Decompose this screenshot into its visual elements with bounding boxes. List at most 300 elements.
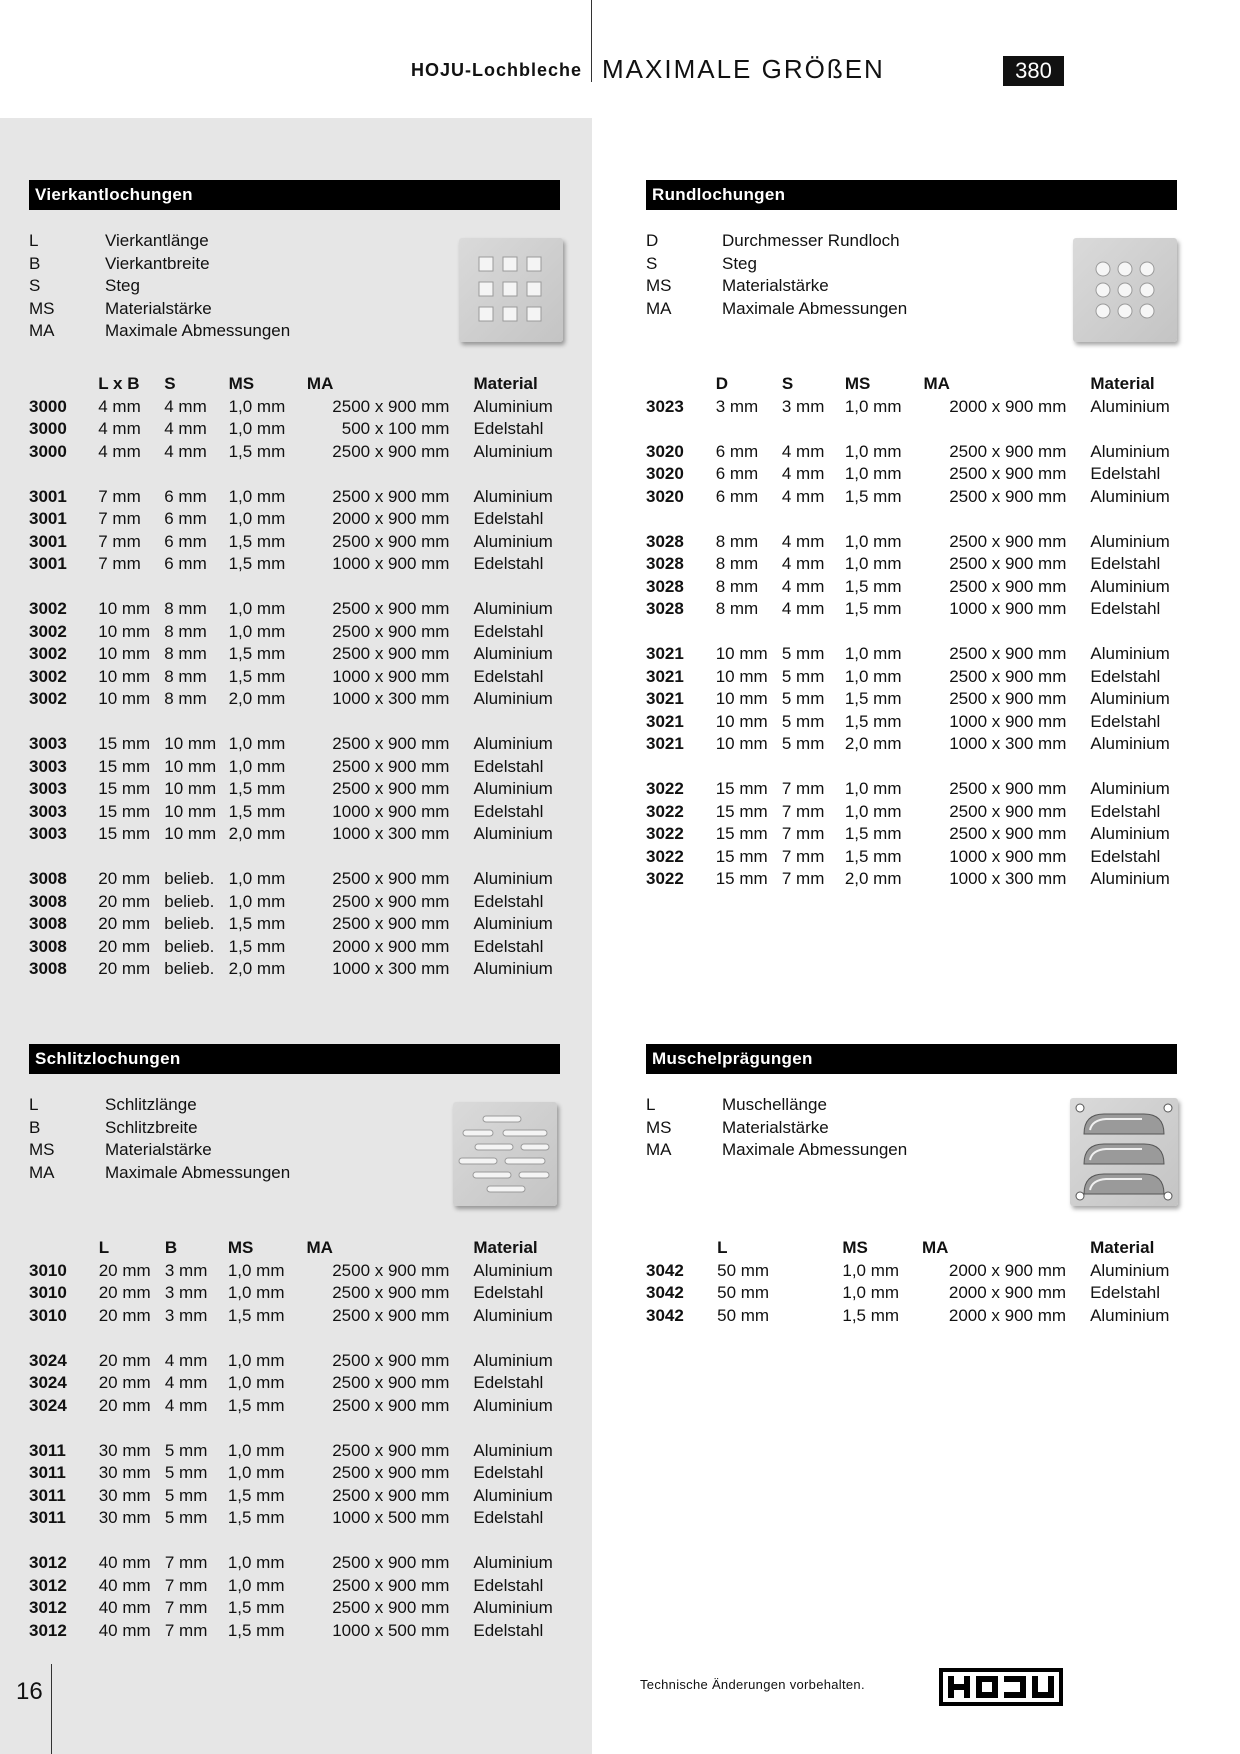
dimension-1: 40 mm (98, 1575, 151, 1595)
table-row (29, 733, 560, 756)
article-number: 3001 (29, 554, 67, 573)
max-dimensions: 1000 x 300 mm (949, 869, 1067, 888)
material-thickness: 2,0 mm (844, 734, 902, 753)
dimension-2: 8 mm (164, 644, 207, 663)
column-header: S (781, 374, 794, 393)
material-thickness: 1,5 mm (228, 801, 286, 821)
group-spacer (646, 418, 1177, 441)
material: Aluminium (1090, 531, 1170, 551)
material: Aluminium (1090, 689, 1170, 708)
material: Aluminium (473, 1350, 553, 1370)
dimension-1: 40 mm (98, 1620, 151, 1640)
table-row (29, 868, 560, 891)
article-number: 3028 (646, 531, 684, 551)
legend-value: Vierkantlänge (105, 231, 209, 250)
legend-value: Durchmesser Rundloch (722, 231, 900, 250)
legend-key: B (29, 1117, 41, 1137)
material: Aluminium (473, 734, 553, 753)
dimension-2: 4 mm (781, 576, 825, 596)
table-row (646, 463, 1177, 486)
dimension-2: 4 mm (781, 464, 825, 483)
legend-value: Steg (105, 276, 140, 295)
material-thickness: 1,5 mm (844, 846, 902, 866)
dimension-2: 10 mm (164, 779, 217, 798)
material: Edelstahl (473, 1373, 544, 1392)
dimension-1: 30 mm (98, 1508, 151, 1527)
material: Aluminium (1090, 869, 1170, 888)
dimension-1: 40 mm (98, 1598, 151, 1617)
hoju-logo (938, 1667, 1064, 1707)
material-thickness: 1,0 mm (227, 1260, 285, 1280)
material: Edelstahl (473, 1575, 544, 1595)
table-row (29, 756, 560, 779)
max-dimensions: 2500 x 900 mm (332, 1305, 450, 1325)
max-dimensions: 1000 x 900 mm (332, 554, 450, 573)
material-thickness: 1,0 mm (228, 869, 286, 888)
legend-value: Schlitzbreite (105, 1117, 198, 1137)
table-row (29, 508, 560, 531)
max-dimensions: 2500 x 900 mm (332, 1575, 450, 1595)
max-dimensions: 2500 x 900 mm (949, 779, 1067, 798)
material: Aluminium (473, 1440, 553, 1460)
column-header: Material (473, 1238, 538, 1257)
table-row (29, 1507, 560, 1530)
material: Aluminium (473, 531, 553, 551)
article-number: 3024 (29, 1350, 67, 1370)
table-header-row (646, 1237, 1177, 1260)
section-title: Schlitzlochungen (29, 1044, 560, 1074)
material-thickness: 1,0 mm (228, 486, 286, 506)
material: Aluminium (473, 644, 553, 663)
material: Aluminium (473, 1260, 553, 1280)
page-title: MAXIMALE GRÖßEN (602, 54, 885, 84)
table-row (646, 1282, 1177, 1305)
section-muschelpraegungen (646, 1044, 1177, 1325)
max-dimensions: 2500 x 900 mm (332, 441, 450, 461)
table-header-row (29, 373, 560, 396)
dimension-1: 8 mm (715, 599, 759, 618)
dimension-2: 5 mm (781, 711, 825, 731)
dimension-1: 10 mm (715, 666, 768, 686)
table-row (29, 418, 560, 441)
article-number: 3010 (29, 1305, 67, 1325)
shell-embossing-image (1070, 1098, 1178, 1206)
table-row (646, 778, 1177, 801)
dimension-1: 15 mm (98, 824, 151, 843)
article-number: 3042 (646, 1283, 684, 1302)
table-row (646, 711, 1177, 734)
material-thickness: 2,0 mm (844, 869, 902, 888)
article-number: 3001 (29, 509, 67, 528)
dimension-2: 3 mm (164, 1260, 208, 1280)
material-thickness: 2,0 mm (228, 689, 286, 708)
table-row (29, 643, 560, 666)
table-row (29, 1552, 560, 1575)
material-thickness: 1,0 mm (227, 1350, 285, 1370)
material: Edelstahl (473, 801, 544, 821)
dimension-2: 5 mm (781, 666, 825, 686)
article-number: 3011 (29, 1485, 66, 1505)
table-row (646, 396, 1177, 419)
material-thickness: 1,5 mm (842, 1305, 900, 1325)
material-thickness: 1,5 mm (228, 779, 286, 798)
max-dimensions: 2000 x 900 mm (949, 396, 1067, 416)
max-dimensions: 1000 x 900 mm (949, 599, 1067, 618)
dimension-2: 7 mm (781, 801, 825, 821)
max-dimensions: 2500 x 900 mm (949, 666, 1067, 686)
article-number: 3012 (29, 1553, 67, 1572)
max-dimensions: 1000 x 900 mm (332, 801, 450, 821)
material-thickness: 1,5 mm (228, 644, 286, 663)
column-header (29, 1237, 99, 1260)
material-thickness: 1,5 mm (227, 1598, 285, 1617)
dimension-2: 4 mm (781, 599, 825, 618)
material-thickness: 1,0 mm (228, 621, 286, 641)
dimension-1: 15 mm (98, 734, 151, 753)
section-title: Muschelprägungen (646, 1044, 1177, 1074)
column-header: L (717, 1238, 728, 1257)
dimension-2: 5 mm (781, 734, 825, 753)
material-thickness: 1,5 mm (844, 576, 902, 596)
column-header: D (715, 374, 728, 393)
dimension-1: 10 mm (715, 689, 768, 708)
max-dimensions: 1000 x 500 mm (332, 1620, 450, 1640)
group-spacer (29, 463, 560, 486)
article-number: 3021 (646, 734, 684, 753)
footer-divider (51, 1664, 52, 1754)
max-dimensions: 2500 x 900 mm (949, 576, 1067, 596)
max-dimensions: 2500 x 900 mm (332, 1440, 450, 1460)
dimension-1: 8 mm (715, 531, 759, 551)
dimension-1: 10 mm (715, 644, 768, 663)
column-header: MS (842, 1238, 868, 1257)
max-dimensions: 2500 x 900 mm (949, 689, 1067, 708)
dimension-2: 7 mm (164, 1575, 208, 1595)
legend-key: MS (646, 276, 672, 295)
square-perforation-image (459, 238, 563, 342)
material: Edelstahl (473, 419, 544, 438)
material: Aluminium (1090, 779, 1170, 798)
dimension-2: 4 mm (164, 441, 207, 461)
material: Aluminium (473, 959, 553, 978)
material-thickness: 1,5 mm (228, 936, 286, 956)
dimension-1: 7 mm (98, 531, 141, 551)
legend-key: MA (646, 1140, 672, 1159)
material-thickness: 1,5 mm (227, 1508, 285, 1527)
article-number: 3002 (29, 644, 67, 663)
table-row (29, 1485, 560, 1508)
table-row (29, 441, 560, 464)
dimension-1: 15 mm (715, 869, 768, 888)
dimension-2: 5 mm (164, 1508, 208, 1527)
dimension-1: 15 mm (98, 756, 151, 776)
material-thickness: 1,5 mm (844, 599, 902, 618)
material-thickness: 1,0 mm (844, 801, 902, 821)
dimension-1: 20 mm (98, 959, 151, 978)
material: Aluminium (1090, 734, 1170, 753)
table-row (29, 1260, 560, 1283)
max-dimensions: 1000 x 300 mm (332, 824, 450, 843)
table-row (646, 666, 1177, 689)
material: Edelstahl (473, 509, 544, 528)
column-header: L (98, 1238, 110, 1257)
legend-key: L (29, 1095, 39, 1114)
max-dimensions: 2500 x 900 mm (949, 464, 1067, 483)
material: Edelstahl (473, 554, 544, 573)
table-row (646, 486, 1177, 509)
material: Aluminium (1090, 486, 1170, 506)
data-table (646, 373, 1177, 891)
article-number: 3000 (29, 419, 67, 438)
dimension-1: 10 mm (98, 599, 151, 618)
dimension-2: 8 mm (164, 689, 207, 708)
legend-key: MS (646, 1117, 672, 1137)
material-thickness: 1,0 mm (227, 1373, 285, 1392)
dimension-1: 15 mm (98, 801, 151, 821)
dimension-1: 20 mm (98, 1305, 151, 1325)
table-row (29, 553, 560, 576)
table-row (29, 913, 560, 936)
dimension-2: 4 mm (781, 486, 825, 506)
dimension-1: 7 mm (98, 509, 141, 528)
article-number: 3010 (29, 1260, 67, 1280)
dimension-1: 20 mm (98, 1395, 151, 1415)
table-row (29, 1372, 560, 1395)
material: Aluminium (473, 441, 553, 461)
article-number: 3003 (29, 801, 67, 821)
table-header-row (29, 1237, 560, 1260)
legend-value: Maximale Abmessungen (722, 298, 908, 318)
material: Aluminium (1090, 1260, 1170, 1280)
article-number: 3028 (646, 576, 684, 596)
table-row (29, 1350, 560, 1373)
max-dimensions: 2500 x 900 mm (332, 1485, 450, 1505)
max-dimensions: 2500 x 900 mm (332, 1463, 450, 1482)
material-thickness: 1,0 mm (844, 441, 902, 461)
material-thickness: 1,5 mm (227, 1305, 285, 1325)
dimension-2: belieb. (164, 959, 215, 978)
article-number: 3008 (29, 869, 67, 888)
material-thickness: 1,0 mm (228, 599, 286, 618)
group-spacer (29, 1327, 560, 1350)
article-number: 3022 (646, 779, 684, 798)
dimension-1: 3 mm (715, 396, 759, 416)
article-number: 3012 (29, 1620, 67, 1640)
material: Aluminium (473, 824, 553, 843)
dimension-2: 10 mm (164, 801, 217, 821)
table-row (29, 1282, 560, 1305)
dimension-2: 5 mm (164, 1485, 208, 1505)
group-spacer (29, 1417, 560, 1440)
material: Edelstahl (1090, 711, 1161, 731)
article-number: 3028 (646, 554, 684, 573)
material: Edelstahl (473, 1283, 544, 1302)
article-number: 3021 (646, 689, 684, 708)
column-header: L x B (98, 374, 140, 393)
legend-key: S (646, 253, 658, 273)
dimension-1: 8 mm (715, 576, 759, 596)
material-thickness: 1,0 mm (228, 509, 286, 528)
dimension-2: 4 mm (164, 1373, 208, 1392)
table-row (29, 1305, 560, 1328)
article-number: 3020 (646, 486, 684, 506)
table-row (646, 531, 1177, 554)
article-number: 3022 (646, 869, 684, 888)
dimension-1: 30 mm (98, 1440, 151, 1460)
column-header (646, 373, 716, 396)
dimension-2: belieb. (164, 914, 215, 933)
table-row (29, 958, 560, 981)
dimension-1: 15 mm (715, 824, 768, 843)
group-spacer (29, 576, 560, 599)
max-dimensions: 1000 x 300 mm (332, 689, 450, 708)
material-thickness: 1,0 mm (844, 644, 902, 663)
max-dimensions: 2500 x 900 mm (949, 554, 1067, 573)
dimension-1: 10 mm (715, 711, 768, 731)
table-row (29, 1620, 560, 1643)
table-row (646, 823, 1177, 846)
max-dimensions: 2500 x 900 mm (332, 914, 450, 933)
table-row (29, 1462, 560, 1485)
max-dimensions: 2500 x 900 mm (949, 801, 1067, 821)
dimension-2: 4 mm (164, 419, 207, 438)
table-row (29, 396, 560, 419)
max-dimensions: 2500 x 900 mm (332, 779, 450, 798)
article-number: 3003 (29, 756, 67, 776)
material: Edelstahl (473, 1463, 544, 1482)
material: Aluminium (1090, 824, 1170, 843)
table-row (29, 1575, 560, 1598)
dimension-2: 5 mm (164, 1463, 208, 1482)
material-thickness: 1,0 mm (228, 396, 286, 416)
group-spacer (29, 711, 560, 734)
max-dimensions: 2500 x 900 mm (332, 734, 450, 753)
dimension-1: 15 mm (715, 846, 768, 866)
legend-key: L (646, 1095, 656, 1114)
dimension-1: 15 mm (98, 779, 151, 798)
dimension-2: belieb. (164, 869, 215, 888)
table-row (29, 688, 560, 711)
dimension-2: 7 mm (781, 846, 825, 866)
dimension-1: 10 mm (98, 644, 151, 663)
material: Aluminium (473, 869, 553, 888)
max-dimensions: 2000 x 900 mm (332, 936, 450, 956)
max-dimensions: 2500 x 900 mm (332, 1350, 450, 1370)
max-dimensions: 2000 x 900 mm (948, 1305, 1067, 1325)
dimension-1: 8 mm (715, 554, 759, 573)
article-number: 3021 (646, 666, 684, 686)
dimension-1: 10 mm (715, 734, 768, 753)
column-header: Material (473, 374, 538, 393)
data-table (646, 1237, 1177, 1327)
table-row (29, 1440, 560, 1463)
article-number: 3028 (646, 599, 684, 618)
max-dimensions: 2500 x 900 mm (332, 1283, 450, 1302)
column-header: Material (1090, 374, 1155, 393)
material-thickness: 1,0 mm (844, 779, 902, 798)
dimension-1: 20 mm (98, 1350, 151, 1370)
dimension-2: 4 mm (781, 554, 825, 573)
dimension-2: 4 mm (781, 441, 825, 461)
max-dimensions: 2500 x 900 mm (949, 824, 1067, 843)
max-dimensions: 2500 x 900 mm (332, 644, 450, 663)
material-thickness: 1,0 mm (228, 756, 286, 776)
max-dimensions: 2500 x 900 mm (332, 599, 450, 618)
round-perforation-image (1073, 238, 1177, 342)
dimension-1: 20 mm (98, 1260, 151, 1280)
dimension-1: 6 mm (715, 464, 759, 483)
max-dimensions: 1000 x 900 mm (949, 711, 1067, 731)
table-row (646, 846, 1177, 869)
material: Edelstahl (1090, 554, 1161, 573)
max-dimensions: 2500 x 900 mm (332, 1553, 450, 1572)
column-header: B (164, 1238, 178, 1257)
max-dimensions: 1000 x 900 mm (949, 846, 1067, 866)
material-thickness: 2,0 mm (228, 824, 286, 843)
dimension-1: 20 mm (98, 891, 151, 911)
article-number: 3042 (646, 1260, 684, 1280)
material: Edelstahl (473, 1508, 544, 1527)
legend-value: Materialstärke (722, 1117, 829, 1137)
section-title: Rundlochungen (646, 180, 1177, 210)
max-dimensions: 2500 x 900 mm (332, 891, 450, 911)
material: Aluminium (473, 486, 553, 506)
max-dimensions: 2500 x 900 mm (332, 396, 450, 416)
data-table (29, 1237, 560, 1642)
article-number: 3022 (646, 846, 684, 866)
dimension-1: 4 mm (98, 419, 141, 438)
legend-value: Steg (722, 253, 757, 273)
article-number: 3011 (29, 1508, 66, 1527)
material: Edelstahl (473, 891, 544, 911)
dimension-1: 20 mm (98, 1283, 151, 1302)
material: Aluminium (473, 396, 553, 416)
dimension-2 (784, 1282, 842, 1305)
legend-key: S (29, 276, 41, 295)
footer-note: Technische Änderungen vorbehalten. (640, 1677, 865, 1692)
max-dimensions: 1000 x 300 mm (949, 734, 1067, 753)
article-number: 3021 (646, 711, 684, 731)
legend-key: MA (646, 298, 672, 318)
column-header (29, 373, 98, 396)
max-dimensions: 1000 x 300 mm (332, 959, 450, 978)
material: Aluminium (473, 1395, 553, 1415)
material-thickness: 1,0 mm (227, 1463, 285, 1482)
dimension-1: 50 mm (717, 1260, 770, 1280)
article-number: 3022 (646, 824, 684, 843)
max-dimensions: 2500 x 900 mm (332, 1373, 450, 1392)
max-dimensions: 1000 x 900 mm (332, 666, 450, 686)
dimension-1: 30 mm (98, 1485, 151, 1505)
material-thickness: 1,0 mm (227, 1553, 285, 1572)
max-dimensions: 2500 x 900 mm (949, 531, 1067, 551)
table-row (29, 891, 560, 914)
dimension-2: 10 mm (164, 756, 217, 776)
max-dimensions: 2500 x 900 mm (332, 1598, 450, 1617)
dimension-1: 4 mm (98, 396, 141, 416)
legend-value: Schlitzlänge (105, 1095, 197, 1114)
material-thickness: 2,0 mm (228, 959, 286, 978)
dimension-2: 8 mm (164, 666, 207, 686)
dimension-1: 15 mm (715, 801, 768, 821)
legend-value: Maximale Abmessungen (105, 1162, 291, 1182)
article-number: 3002 (29, 689, 67, 708)
material: Aluminium (1090, 576, 1170, 596)
article-number: 3011 (29, 1463, 66, 1482)
material-thickness: 1,5 mm (228, 441, 286, 461)
dimension-1: 4 mm (98, 441, 141, 461)
section-schlitzlochungen (29, 1044, 560, 1640)
